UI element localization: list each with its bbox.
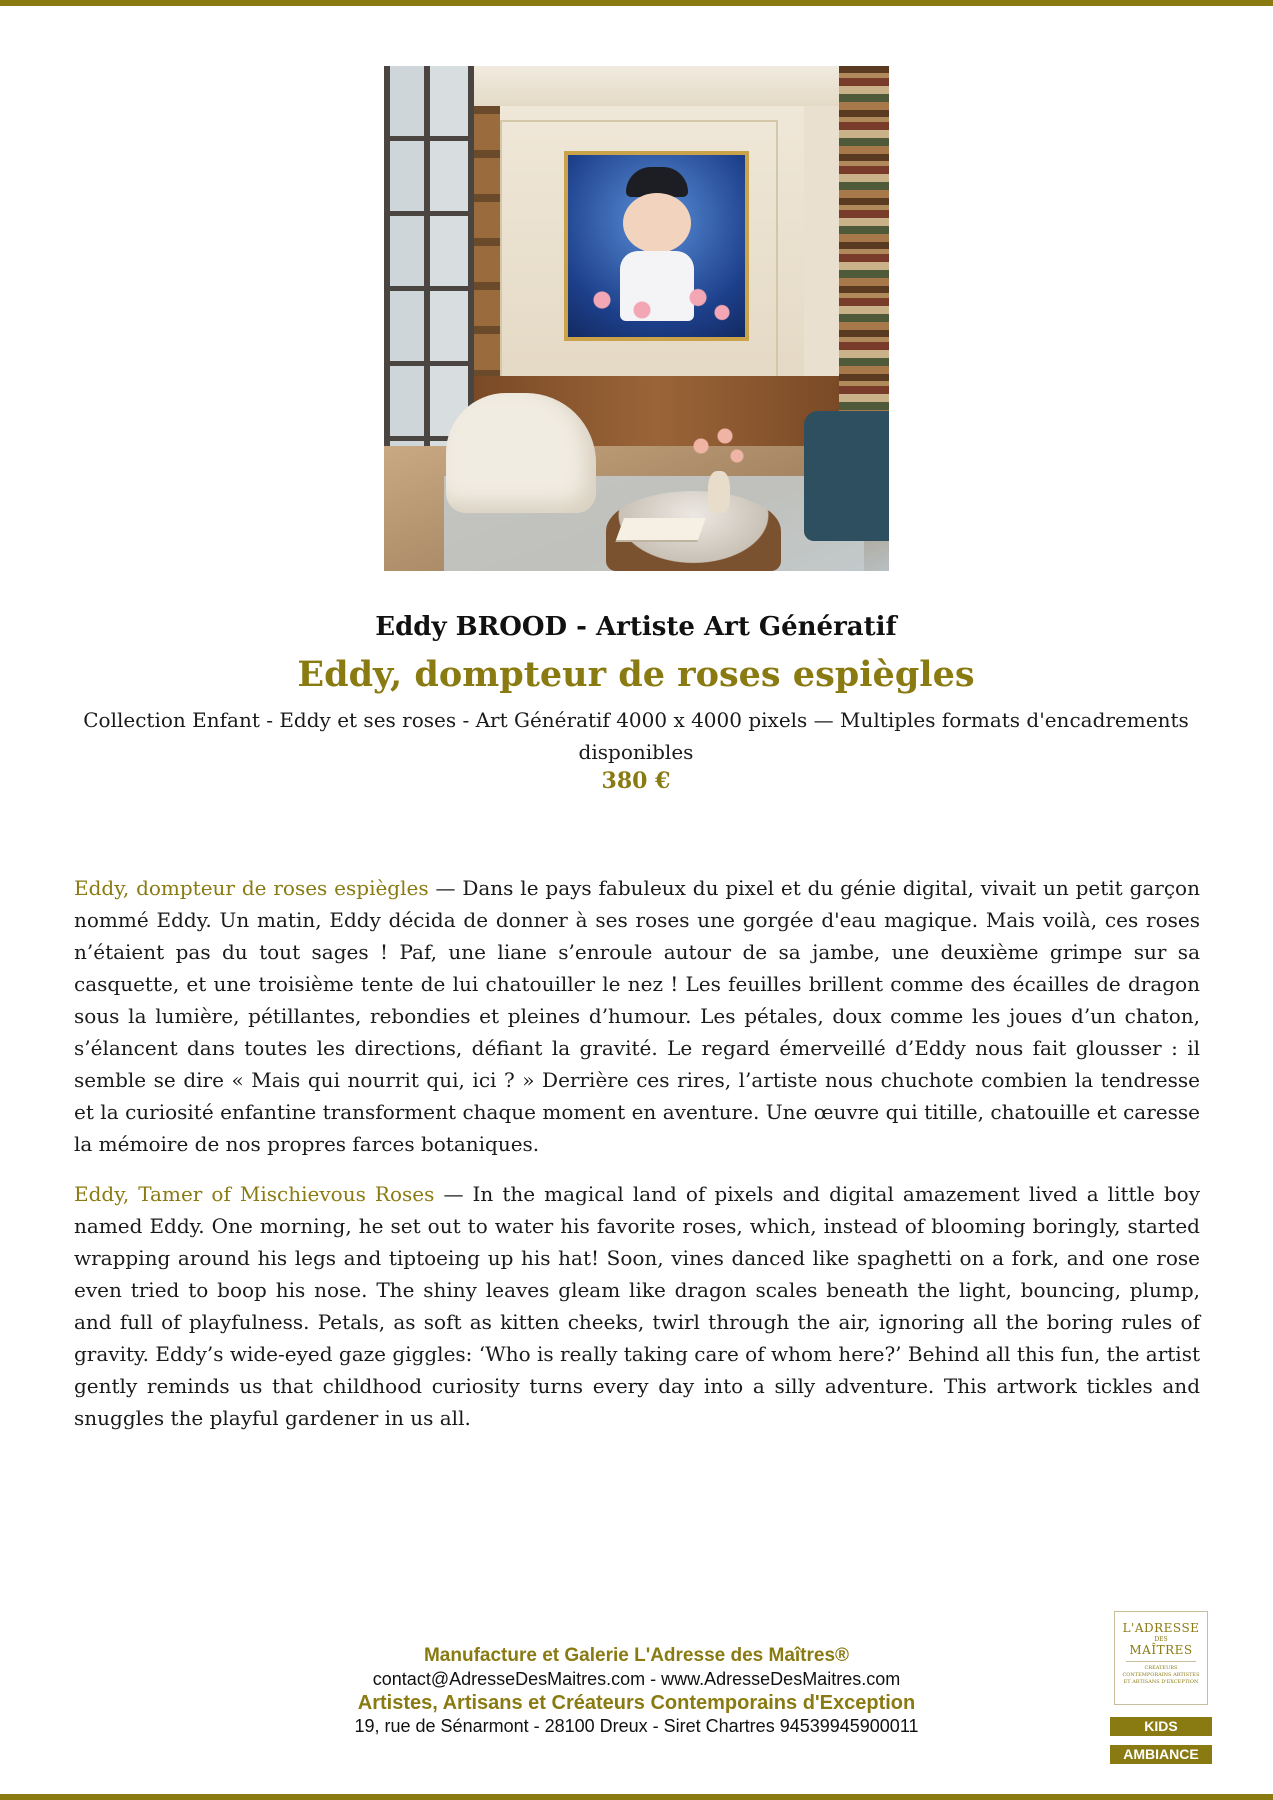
artwork-subtitle: Collection Enfant - Eddy et ses roses - Art Génératif 4000 x 4000 pixels — Multiples formats d'encadrements disponibles <box>83 708 1189 764</box>
gallery-logo: L'ADRESSE DES MAÎTRES CRÉATEURS CONTEMPORAINS ARTISTES ET ARTISANS D'EXCEPTION <box>1114 1611 1208 1705</box>
armchair <box>446 393 596 513</box>
description-fr-text: — Dans le pays fabuleux du pixel et du génie digital, vivait un petit garçon nommé Eddy. Un matin, Eddy décida de donner à ses roses une gorgée d'eau magique. Mais voilà, ces roses n’étaient pas du tout sages ! Paf, une liane s’enroule autour de sa jambe, une deuxième grimpe sur sa casquette, et une troisième tente de lui chatouiller le nez ! Les feuilles brillent comme des écailles de dragon sous la lumière, pétillantes, rebondies et pleines d’humour. Les pétales, doux comme les joues d’un chaton, s’élancent dans toutes les directions, défiant la gravité. Le regard émerveillé d’Eddy nous fait glousser : il semble se dire « Mais qui nourrit qui, ici ? » Derrière ces rires, l’artiste nous chuchote combien la tendresse et la curiosité enfantine transforment chaque moment en aventure. Une œuvre qui titille, chatouille et caresse la mémoire de nos propres farces botaniques. <box>74 876 1200 1156</box>
artwork-image <box>384 66 889 571</box>
description-fr-lead: Eddy, dompteur de roses espiègles <box>74 876 429 900</box>
flowers <box>689 426 749 476</box>
description-en-lead: Eddy, Tamer of Mischievous Roses <box>74 1182 435 1206</box>
footer-contact: contact@AdresseDesMaitres.com - www.AdresseDesMaitres.com <box>372 1669 901 1689</box>
bookshelf-right <box>839 66 889 426</box>
artwork-title: Eddy, dompteur de roses espiègles <box>297 654 975 695</box>
footer-company: Manufacture et Galerie L'Adresse des Maîtres® <box>423 1645 850 1666</box>
top-accent-bar <box>0 0 1273 6</box>
framed-painting <box>564 151 749 341</box>
description-en-text: — In the magical land of pixels and digital amazement lived a little boy named Eddy. One morning, he set out to water his favorite roses, which, instead of blooming boringly, started wrapping around his legs and tiptoeing up his hat! Soon, vines danced like spaghetti on a fork, and one rose even tried to boop his nose. The shiny leaves gleam like dragon scales beneath the light, bouncing, plump, and full of playfulness. Petals, as soft as kitten cheeks, twirl through the air, ignoring all the boring rules of gravity. Eddy’s wide-eyed gaze giggles: ‘Who is really taking care of whom here?’ Behind all this fun, the artist gently reminds us that childhood curiosity turns every day into a silly adventure. This artwork tickles and snuggles the playful gardener in us all. <box>74 1182 1200 1430</box>
bottom-accent-bar <box>0 1794 1273 1800</box>
description-en <box>74 1178 1200 1434</box>
tag-ambiance: AMBIANCE <box>1110 1745 1212 1764</box>
price: 380 € <box>601 768 671 794</box>
vase <box>708 471 730 513</box>
tag-kids: KIDS <box>1110 1717 1212 1736</box>
artist-name: Eddy BROOD - Artiste Art Génératif <box>375 612 897 642</box>
footer-address: 19, rue de Sénarmont - 28100 Dreux - Siret Chartres 94539945900011 <box>354 1716 919 1736</box>
sofa <box>804 411 889 541</box>
description-fr <box>74 872 1200 1160</box>
footer-tagline: Artistes, Artisans et Créateurs Contemporains d'Exception <box>357 1692 916 1714</box>
open-book <box>616 518 706 540</box>
